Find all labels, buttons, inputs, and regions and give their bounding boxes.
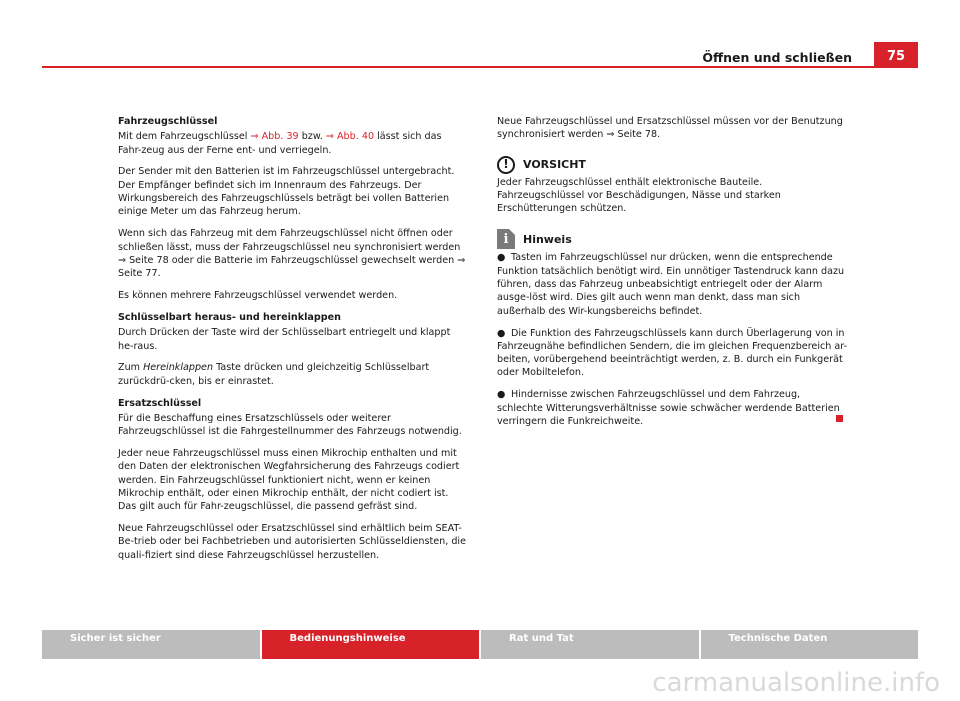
footer-tab-bedienungshinweise[interactable]: Bedienungshinweise bbox=[262, 630, 480, 659]
bullet-icon: ● bbox=[497, 389, 506, 401]
text: Taste drücken und gleichzeitig Schlüsselbart zurückdrü-cken, bis er einrastet. bbox=[118, 362, 430, 387]
caution-title: VORSICHT bbox=[523, 157, 586, 171]
paragraph: Durch Drücken der Taste wird der Schlüsselbart entriegelt und klappt he-raus. bbox=[118, 327, 451, 352]
paragraph: Es können mehrere Fahrzeugschlüssel verwendet werden. bbox=[118, 290, 398, 302]
note-header bbox=[497, 229, 849, 249]
watermark: carmanualsonline.info bbox=[652, 668, 940, 698]
text: Zum bbox=[118, 362, 144, 374]
footer-nav bbox=[42, 630, 918, 659]
list-item bbox=[497, 388, 849, 428]
footer-tab-sicher-ist-sicher[interactable]: Sicher ist sicher bbox=[42, 630, 260, 659]
paragraph: Neue Fahrzeugschlüssel und Ersatzschlüssel müssen vor der Benutzung synchronisiert werden ⇒ Seite 78. bbox=[497, 116, 843, 141]
heading-schluesselbart: Schlüsselbart heraus- und hereinklappen bbox=[118, 311, 341, 323]
page-header-title: Öffnen und schließen bbox=[702, 50, 852, 65]
heading-ersatzschluessel: Ersatzschlüssel bbox=[118, 397, 202, 409]
paragraph bbox=[118, 361, 466, 388]
caution-header bbox=[497, 156, 849, 174]
figure-link-abb-40[interactable]: ⇒ Abb. 40 bbox=[325, 131, 375, 143]
section-end-icon bbox=[836, 415, 843, 422]
heading-fahrzeugschluessel: Fahrzeugschlüssel bbox=[118, 116, 218, 127]
list-item-text: Tasten im Fahrzeugschlüssel nur drücken, wenn die entsprechende Funktion tatsächlich benötigt wird. Ein unnötiger Tastendruck kann dazu führen, dass das Fahrzeug unbeabsichtigt entriegelt oder der Alarm ausge-löst wird. Dies gilt auch wenn man denkt, dass man sich außerhalb des Wir-kungsbereichs befindet. bbox=[497, 252, 845, 317]
right-column bbox=[497, 115, 849, 437]
text: lässt sich das Fahr-zeug aus der Ferne ent- und verriegeln. bbox=[118, 131, 442, 156]
list-item-text: Die Funktion des Fahrzeugschlüssels kann durch Überlagerung von in Fahrzeugnähe befindlichen Sendern, die im gleichen Frequenzbereich ar-beiten, vorübergehend beeinträchtigt werden, z. B. durch ein Funkgerät oder Mobiltelefon. bbox=[497, 327, 848, 379]
caution-icon: ! bbox=[497, 156, 515, 174]
note-title: Hinweis bbox=[523, 232, 572, 246]
paragraph: Neue Fahrzeugschlüssel oder Ersatzschlüssel sind erhältlich beim SEAT-Be-trieb oder bei Fachbetrieben und autorisierten Schlüsseldiensten, die quali-fiziert sind diese Fahrzeugschlüssel herzustellen. bbox=[118, 523, 466, 561]
paragraph: Wenn sich das Fahrzeug mit dem Fahrzeugschlüssel nicht öffnen oder schließen lässt, muss der Fahrzeugschlüssel neu synchronisiert werden ⇒ Seite 78 oder die Batterie im Fahrzeugschlüssel gewechselt werden ⇒ Seite 77. bbox=[118, 228, 466, 280]
list-item-text: Hindernisse zwischen Fahrzeugschlüssel und dem Fahrzeug, schlechte Witterungsverhältnisse sowie schwächer werdende Batterien verringern die Funkreichweite. bbox=[497, 389, 840, 427]
paragraph: Der Sender mit den Batterien ist im Fahrzeugschlüssel untergebracht. Der Empfänger befindet sich im Innenraum des Fahrzeugs. Der Wirkungsbereich des Fahrzeugschlüssels beträgt bei vollen Batterien einige Meter um das Fahrzeug herum. bbox=[118, 166, 455, 218]
bullet-icon: ● bbox=[497, 327, 506, 339]
list-item bbox=[497, 251, 849, 317]
header-divider bbox=[42, 66, 918, 68]
paragraph: Jeder neue Fahrzeugschlüssel muss einen Mikrochip enthalten und mit den Daten der elektronischen Wegfahrsicherung des Fahrzeugs codiert werden. Ein Fahrzeugschlüssel funktioniert nicht, wenn er keinen Mikrochip enthält, oder einen Mikrochip enthält, der nicht codiert ist. Das gilt auch für Fahr-zeugschlüssel, die passend gefräst sind. bbox=[118, 448, 460, 513]
footer-tab-rat-und-tat[interactable]: Rat und Tat bbox=[481, 630, 699, 659]
bullet-icon: ● bbox=[497, 252, 506, 264]
page-number: 75 bbox=[874, 42, 918, 68]
left-column bbox=[118, 115, 466, 571]
list-item bbox=[497, 327, 849, 380]
info-note-icon: i bbox=[497, 229, 515, 249]
figure-link-abb-39[interactable]: ⇒ Abb. 39 bbox=[250, 131, 299, 143]
emphasis-text: Hereinklappen bbox=[143, 362, 214, 374]
text: bzw. bbox=[298, 131, 326, 143]
footer-tab-technische-daten[interactable]: Technische Daten bbox=[701, 630, 919, 659]
paragraph: Für die Beschaffung eines Ersatzschlüssels oder weiterer Fahrzeugschlüssel ist die Fahrgestellnummer des Fahrzeugs notwendig. bbox=[118, 412, 462, 438]
text: Mit dem Fahrzeugschlüssel bbox=[118, 131, 251, 143]
caution-text: Jeder Fahrzeugschlüssel enthält elektronische Bauteile. Fahrzeugschlüssel vor Beschädigungen, Nässe und starken Erschütterungen schützen. bbox=[497, 176, 781, 215]
paragraph bbox=[118, 130, 466, 157]
